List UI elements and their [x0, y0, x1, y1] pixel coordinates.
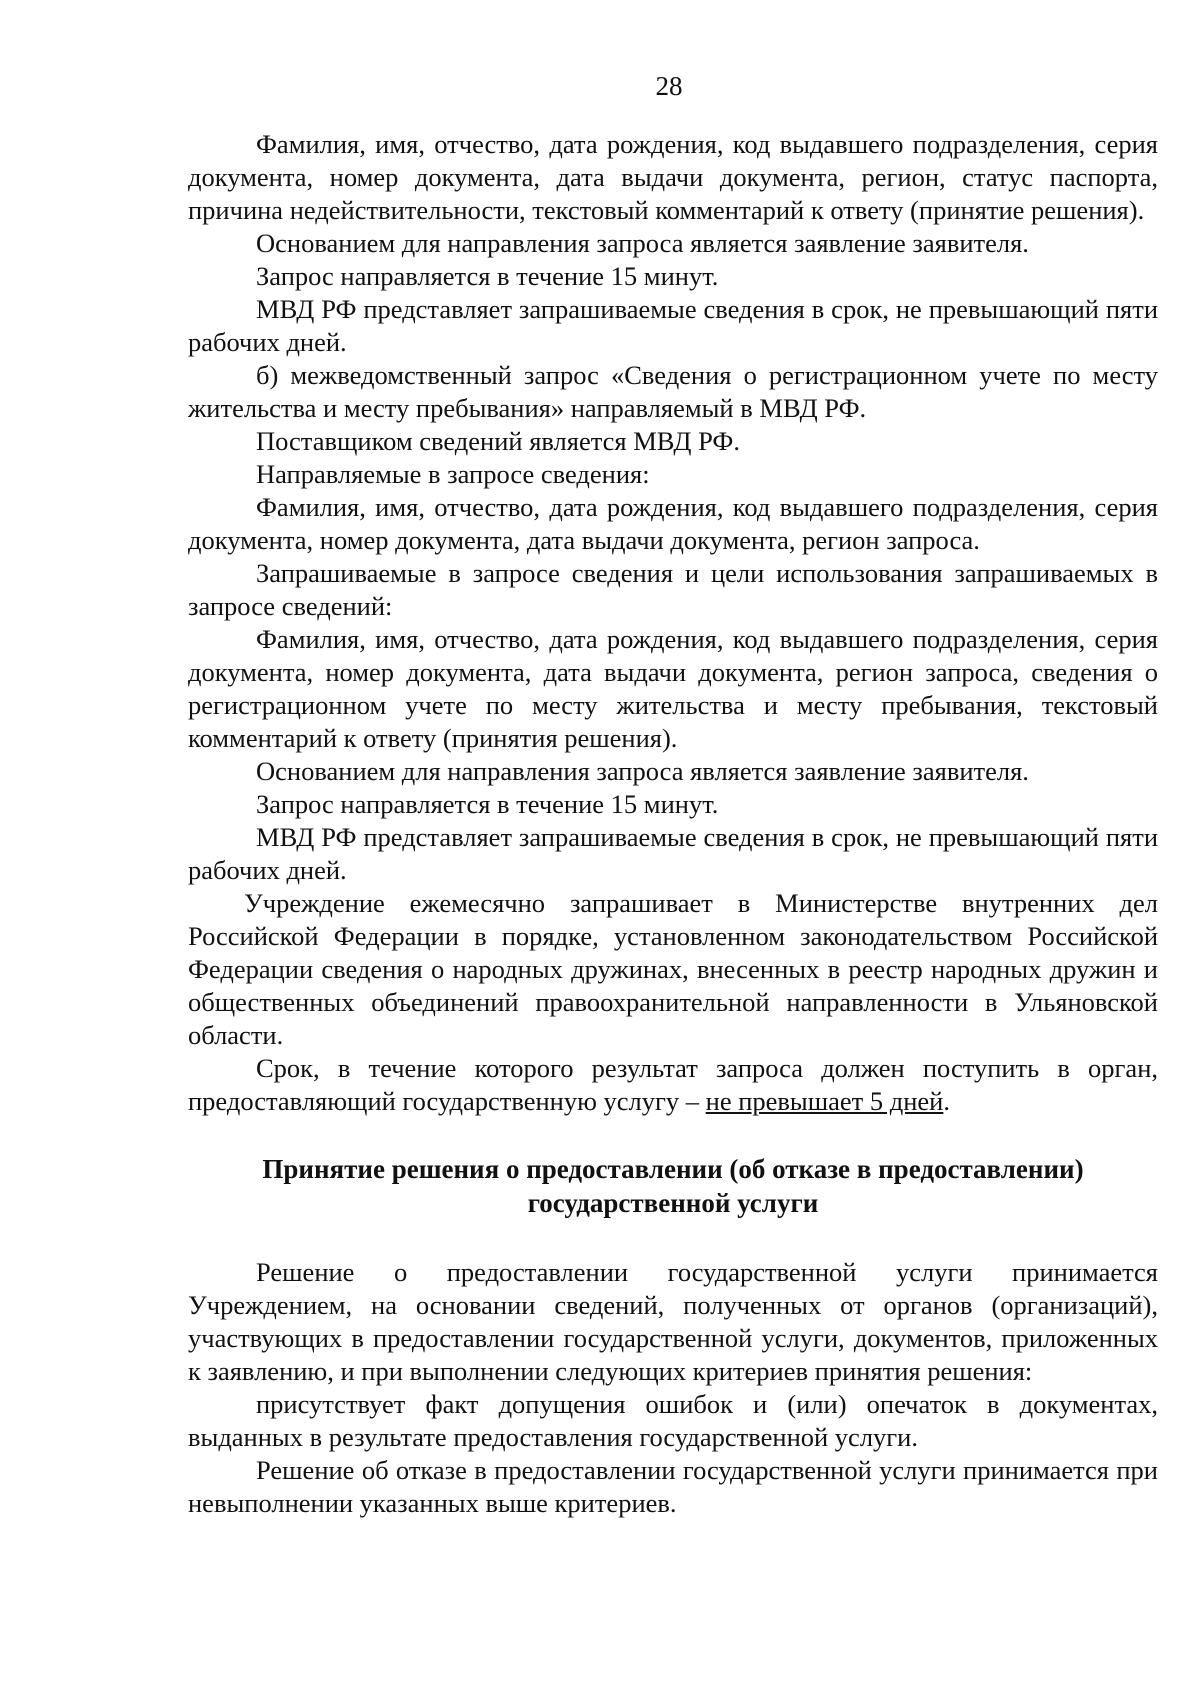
deadline-paragraph [188, 1052, 1158, 1118]
section-heading [188, 1152, 1158, 1220]
section-heading-line-1: Принятие решения о предоставлении (об отказе в предоставлении) [262, 1154, 1084, 1184]
paragraph: Поставщиком сведений является МВД РФ. [256, 426, 740, 456]
paragraph: Запрос направляется в течение 15 минут. [256, 789, 719, 819]
paragraph: Фамилия, имя, отчество, дата рождения, код выдавшего подразделения, серия документа, номер документа, дата выдачи документа, регион, статус паспорта, причина недействительности, текстовый комментарий к ответу (принятие решения). [188, 129, 1158, 225]
document-body [188, 128, 1158, 1520]
page-number: 28 [655, 71, 683, 101]
paragraph: Запрашиваемые в запросе сведения и цели использования запрашиваемых в запросе сведений: [188, 558, 1158, 621]
paragraph: Запрос направляется в течение 15 минут. [256, 261, 719, 291]
paragraph: Фамилия, имя, отчество, дата рождения, код выдавшего подразделения, серия документа, номер документа, дата выдачи документа, регион запроса, сведения о регистрационном учете по месту жительства и месту пребывания, текстовый комментарий к ответу (принятия решения). [188, 624, 1158, 753]
deadline-underlined-text: не превышает 5 дней [705, 1086, 944, 1116]
paragraph: Решение об отказе в предоставлении государственной услуги принимается при невыполнении указанных выше критериев. [188, 1455, 1158, 1518]
paragraph: МВД РФ представляет запрашиваемые сведения в срок, не превышающий пяти рабочих дней. [188, 294, 1158, 357]
paragraph: б) межведомственный запрос «Сведения о регистрационном учете по месту жительства и месту пребывания» направляемый в МВД РФ. [188, 360, 1158, 423]
deadline-text: Срок, в течение которого результат запроса должен поступить в орган, предоставляющий государственную услугу – [188, 1053, 1158, 1116]
section-heading-line-2: государственной услуги [527, 1188, 819, 1218]
paragraph: Основанием для направления запроса является заявление заявителя. [256, 228, 1029, 258]
paragraph: присутствует факт допущения ошибок и (или) опечаток в документах, выданных в результате предоставления государственной услуги. [188, 1389, 1158, 1452]
deadline-period: . [943, 1086, 950, 1116]
paragraph: МВД РФ представляет запрашиваемые сведения в срок, не превышающий пяти рабочих дней. [188, 822, 1158, 885]
paragraph: Решение о предоставлении государственной услуги принимается Учреждением, на основании сведений, полученных от органов (организаций), участвующих в предоставлении государственной услуги, документов, приложенных к заявлению, и при выполнении следующих критериев принятия решения: [188, 1257, 1158, 1386]
paragraph: Основанием для направления запроса является заявление заявителя. [256, 756, 1029, 786]
paragraph: Направляемые в запросе сведения: [256, 459, 650, 489]
paragraph: Фамилия, имя, отчество, дата рождения, код выдавшего подразделения, серия документа, номер документа, дата выдачи документа, регион запроса. [188, 492, 1158, 555]
paragraph: Учреждение ежемесячно запрашивает в Министерстве внутренних дел Российской Федерации в порядке, установленном законодательством Российской Федерации сведения о народных дружинах, внесенных в реестр народных дружин и общественных объединений правоохранительной направленности в Ульяновской области. [188, 888, 1158, 1050]
